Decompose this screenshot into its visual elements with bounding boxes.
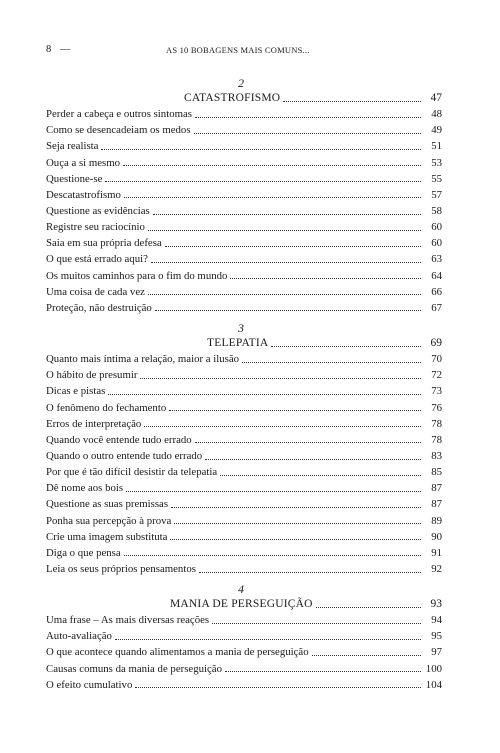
entry-title: O que está errado aqui? xyxy=(46,253,148,266)
toc-entry[interactable] xyxy=(46,235,442,251)
toc-entry[interactable] xyxy=(46,219,442,235)
dot-leader xyxy=(199,571,421,573)
toc-entry[interactable] xyxy=(46,561,442,577)
entry-title: O fenômeno do fechamento xyxy=(46,401,167,414)
entry-page: 64 xyxy=(431,269,442,282)
chapter-title: MANIA DE PERSEGUIÇÃO xyxy=(170,598,313,610)
entry-page: 85 xyxy=(431,466,442,479)
toc-entry[interactable] xyxy=(46,496,442,512)
entry-page: 60 xyxy=(431,221,442,234)
toc-entry[interactable] xyxy=(46,187,442,203)
dot-leader xyxy=(108,393,421,395)
dot-leader xyxy=(165,245,421,247)
entry-page: 100 xyxy=(425,662,442,675)
entry-title: Proteção, não destruição xyxy=(46,301,152,314)
dot-leader xyxy=(171,506,421,508)
entry-title: Por que é tão difícil desistir da telepatia xyxy=(46,466,218,479)
dot-leader xyxy=(312,654,421,656)
entry-title: Leia os seus próprios pensamentos xyxy=(46,562,196,575)
entry-title: Registre seu raciocínio xyxy=(46,221,145,234)
entry-title: Questione-se xyxy=(46,172,103,185)
toc-entry[interactable] xyxy=(46,367,442,383)
dot-leader xyxy=(135,686,421,688)
toc-entry[interactable] xyxy=(46,268,442,284)
chapter-2-section xyxy=(46,76,442,316)
toc-entry[interactable] xyxy=(46,513,442,529)
toc-entry[interactable] xyxy=(46,628,442,644)
entry-title: Crie uma imagem substituta xyxy=(46,530,168,543)
entry-page: 104 xyxy=(425,678,442,691)
entry-title: Descatastrofismo xyxy=(46,188,121,201)
entry-title: Como se desencadeiam os medos xyxy=(46,124,191,137)
entry-title: Auto-avaliação xyxy=(46,630,112,643)
dot-leader xyxy=(271,345,421,347)
dot-leader xyxy=(124,554,421,556)
dot-leader xyxy=(148,229,421,231)
dot-leader xyxy=(144,425,421,427)
dot-leader xyxy=(242,361,421,363)
entry-page: 58 xyxy=(431,204,442,217)
entry-page: 60 xyxy=(431,237,442,250)
dot-leader xyxy=(101,148,421,150)
page-number: 8 xyxy=(46,44,52,55)
toc-entry[interactable] xyxy=(46,122,442,138)
toc-entry[interactable] xyxy=(46,432,442,448)
entry-page: 67 xyxy=(431,301,442,314)
chapter-number: 2 xyxy=(238,76,244,90)
toc-entry[interactable] xyxy=(46,612,442,628)
toc-entry[interactable] xyxy=(46,383,442,399)
entry-page: 76 xyxy=(431,401,442,414)
entry-title: Erros de interpretação xyxy=(46,417,142,430)
entry-page: 83 xyxy=(431,449,442,462)
dot-leader xyxy=(230,277,421,279)
entry-page: 49 xyxy=(431,124,442,137)
entry-page: 94 xyxy=(431,614,442,627)
toc-entry[interactable] xyxy=(46,464,442,480)
entry-page: 51 xyxy=(431,140,442,153)
entry-page: 66 xyxy=(431,285,442,298)
dot-leader xyxy=(205,458,421,460)
entry-title: Questione as suas premissas xyxy=(46,498,169,511)
dot-leader xyxy=(194,132,421,134)
entry-page: 87 xyxy=(431,498,442,511)
entry-page: 53 xyxy=(431,156,442,169)
dot-leader xyxy=(140,377,421,379)
entry-page: 92 xyxy=(431,562,442,575)
entry-page: 90 xyxy=(431,530,442,543)
entry-page: 70 xyxy=(431,353,442,366)
chapter-title-row[interactable] xyxy=(46,596,442,612)
entry-page: 91 xyxy=(431,546,442,559)
toc-entry[interactable] xyxy=(46,661,442,677)
entry-title: Os muitos caminhos para o fim do mundo xyxy=(46,269,228,282)
entry-page: 87 xyxy=(431,482,442,495)
chapter-title: CATASTROFISMO xyxy=(184,92,281,104)
entry-page: 73 xyxy=(431,385,442,398)
toc-entry[interactable] xyxy=(46,400,442,416)
toc-entry[interactable] xyxy=(46,284,442,300)
chapter-number: 3 xyxy=(238,321,244,335)
dot-leader xyxy=(170,538,421,540)
dot-leader xyxy=(316,606,421,608)
entry-page: 78 xyxy=(431,433,442,446)
entry-title: O que acontece quando alimentamos a mania de perseguição xyxy=(46,646,309,659)
entry-title: O hábito de presumir xyxy=(46,369,138,382)
dot-leader xyxy=(283,100,421,102)
toc-entry[interactable] xyxy=(46,480,442,496)
dot-leader xyxy=(153,213,421,215)
toc-entry[interactable] xyxy=(46,644,442,660)
entry-page: 72 xyxy=(431,369,442,382)
entry-title: Ouça a si mesmo xyxy=(46,156,121,169)
toc-entry[interactable] xyxy=(46,300,442,316)
toc-entry[interactable] xyxy=(46,138,442,154)
dot-leader xyxy=(220,474,421,476)
dot-leader xyxy=(123,164,421,166)
dot-leader xyxy=(212,622,421,624)
toc-entry[interactable] xyxy=(46,529,442,545)
toc-entry[interactable] xyxy=(46,677,442,693)
entry-page: 89 xyxy=(431,514,442,527)
dot-leader xyxy=(195,441,421,443)
toc-entry[interactable] xyxy=(46,171,442,187)
entry-title: Quanto mais íntima a relação, maior a ilusão xyxy=(46,353,240,366)
toc-entry[interactable] xyxy=(46,203,442,219)
dot-leader xyxy=(169,409,421,411)
entry-title: Questione as evidências xyxy=(46,204,150,217)
dot-leader xyxy=(225,670,421,672)
chapter-page: 93 xyxy=(430,598,442,610)
dot-leader xyxy=(148,293,421,295)
toc-entry[interactable] xyxy=(46,448,442,464)
entry-page: 63 xyxy=(431,253,442,266)
chapter-title-row[interactable] xyxy=(46,335,442,351)
entry-title: Uma frase – As mais diversas reações xyxy=(46,614,210,627)
entry-page: 95 xyxy=(431,630,442,643)
toc-entry[interactable] xyxy=(46,351,442,367)
dot-leader xyxy=(155,309,421,311)
chapter-title-row[interactable] xyxy=(46,90,442,106)
chapter-4-section xyxy=(46,582,442,693)
entry-title: Saia em sua própria defesa xyxy=(46,237,162,250)
toc-entry[interactable] xyxy=(46,155,442,171)
entry-page: 57 xyxy=(431,188,442,201)
toc-entry[interactable] xyxy=(46,416,442,432)
entry-title: Ponha sua percepção à prova xyxy=(46,514,172,527)
entry-title: Causas comuns da mania de perseguição xyxy=(46,662,222,675)
dot-leader xyxy=(115,638,421,640)
chapter-page: 69 xyxy=(430,337,442,349)
entry-title: Perder a cabeça e outros sintomas xyxy=(46,108,193,121)
dot-leader xyxy=(124,196,421,198)
entry-page: 48 xyxy=(431,108,442,121)
page-header xyxy=(46,44,446,60)
entry-page: 55 xyxy=(431,172,442,185)
entry-page: 78 xyxy=(431,417,442,430)
dot-leader xyxy=(105,180,421,182)
toc-entry[interactable] xyxy=(46,251,442,267)
chapter-page: 47 xyxy=(430,92,442,104)
chapter-3-section xyxy=(46,321,442,577)
entry-title: Quando o outro entende tudo errado xyxy=(46,449,203,462)
entry-page: 97 xyxy=(431,646,442,659)
chapter-title: TELEPATIA xyxy=(207,337,269,349)
entry-title: Dê nome aos bois xyxy=(46,482,124,495)
header-dash: — xyxy=(60,44,71,55)
running-title: AS 10 BOBAGENS MAIS COMUNS... xyxy=(166,45,310,55)
entry-title: Dicas e pistas xyxy=(46,385,106,398)
entry-title: Uma coisa de cada vez xyxy=(46,285,145,298)
toc-entry[interactable] xyxy=(46,106,442,122)
entry-title: O efeito cumulativo xyxy=(46,678,133,691)
chapter-number: 4 xyxy=(238,582,244,596)
entry-title: Seja realista xyxy=(46,140,99,153)
dot-leader xyxy=(151,261,421,263)
entry-title: Quando você entende tudo errado xyxy=(46,433,192,446)
dot-leader xyxy=(126,490,421,492)
dot-leader xyxy=(174,522,421,524)
toc-entry[interactable] xyxy=(46,545,442,561)
dot-leader xyxy=(195,116,421,118)
entry-title: Diga o que pensa xyxy=(46,546,121,559)
